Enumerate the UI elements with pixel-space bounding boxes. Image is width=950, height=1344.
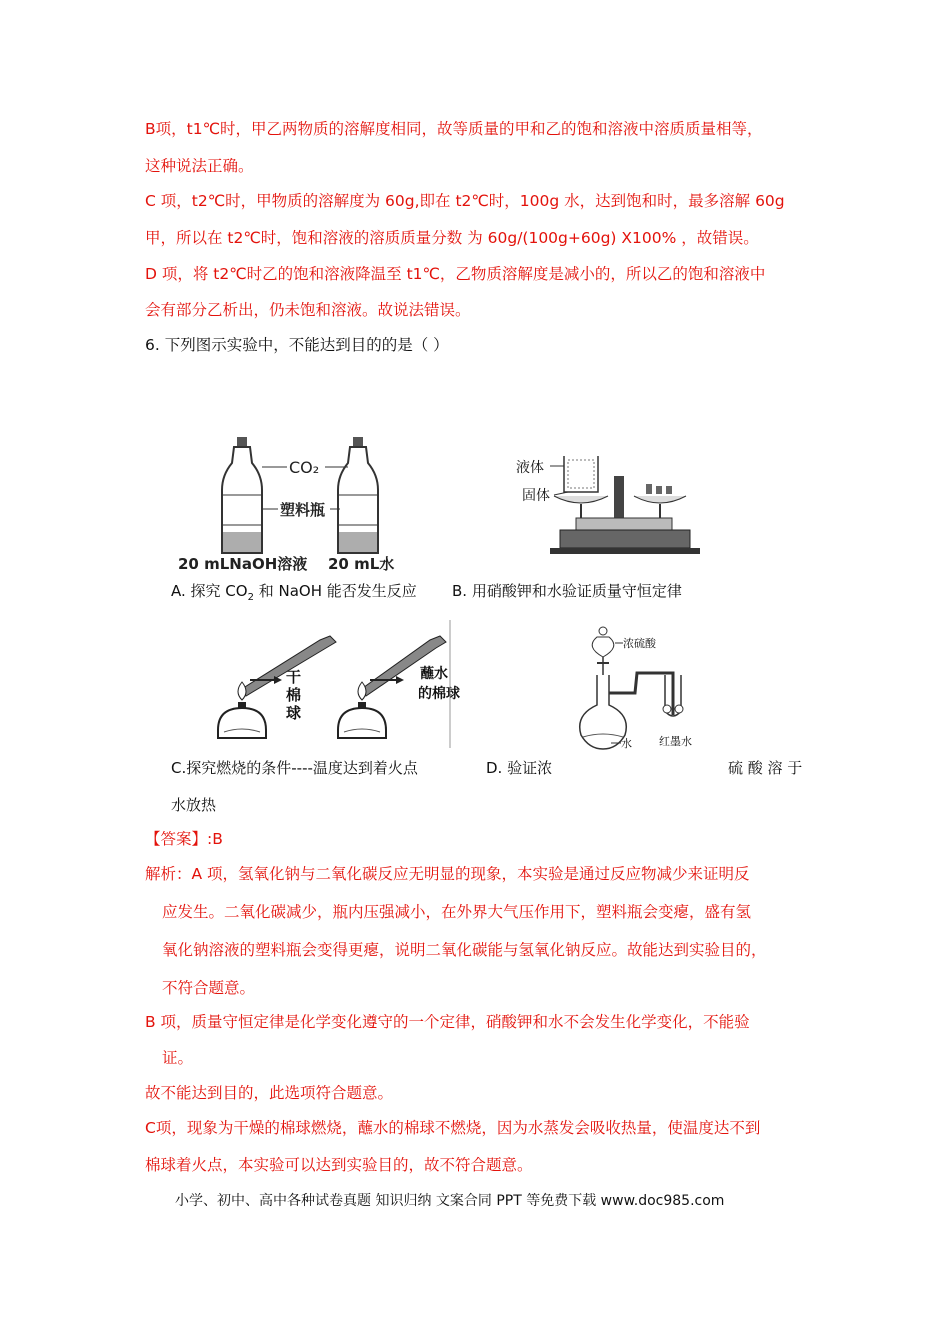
fig-b-liquid-label: 液体 [516,460,544,476]
answer-line [145,829,223,849]
answer-label: 【答案】 [145,830,208,848]
svg-text:干: 干 [286,668,302,686]
fig-a-water-label: 20 mL水 [328,555,395,573]
analysis-b-line2: 证。 [162,1049,194,1067]
explanation-c-line1: C 项，t2℃时，甲物质的溶解度为 60g,即在 t2℃时，100g 水，达到饱和时，最多溶解 60g [145,192,785,210]
option-a: A. 探究 $CO_2$ 和 NaOH 能否发生反应 [171,582,417,603]
fig-a-co2-label: CO₂ [289,458,320,477]
option-c: C.探究燃烧的条件----温度达到着火点 [171,759,418,777]
option-d-right: 硫 酸 溶 于 [728,759,803,777]
svg-text:球: 球 [286,704,302,722]
analysis-a-line2: 应发生。二氧化碳减少，瓶内压强减小，在外界大气压作用下，塑料瓶会变瘪，盛有氢 [162,903,752,921]
figure-c-burning [210,620,470,750]
question-stem: 6. 下列图示实验中，不能达到目的的是（ ） [145,336,449,354]
fig-d-water-label: 水 [621,737,632,750]
explanation-b-line1: B项，t1℃时，甲乙两物质的溶解度相同，故等质量的甲和乙的饱和溶液中溶质质量相等， [145,120,763,138]
option-d-line2: 水放热 [171,796,217,814]
page-footer: 小学、初中、高中各种试卷真题 知识归纳 文案合同 PPT 等免费下载 www.doc985.com [175,1193,725,1209]
analysis-b-line1: B 项，质量守恒定律是化学变化遵守的一个定律，硝酸钾和水不会发生化学变化，不能验 [145,1013,750,1031]
explanation-d-line2: 会有部分乙析出，仍未饱和溶液。故说法错误。 [145,301,471,319]
fig-a-bottle-label: 塑料瓶 [280,501,326,519]
explanation-c-line2: 甲，所以在 t2℃时，饱和溶液的溶质质量分数 为 60g/(100g+60g) X100% ，故错误。 [145,229,759,247]
figure-a-bottles [170,435,430,575]
fig-b-solid-label: 固体 [522,488,550,504]
figure-d-apparatus [575,625,710,755]
fig-d-acid-label: 浓硫酸 [623,637,656,650]
answer-value: :B [207,830,223,848]
fig-c-wet-label-1: 蘸水 [420,666,448,682]
fig-c-wet-label-2: 的棉球 [418,686,460,702]
figure-b-balance [510,448,710,558]
svg-text:棉: 棉 [286,686,302,704]
explanation-d-line1: D 项，将 t2℃时乙的饱和溶液降温至 t1℃，乙物质溶解度是减小的，所以乙的饱和溶液中 [145,265,766,283]
fig-d-ink-label: 红墨水 [659,735,692,748]
analysis-c-line2: 棉球着火点，本实验可以达到实验目的，故不符合题意。 [145,1156,533,1174]
fig-a-naoh-label: 20 mLNaOH溶液 [178,555,308,573]
explanation-b-line2: 这种说法正确。 [145,157,254,175]
option-b: B. 用硝酸钾和水验证质量守恒定律 [452,582,682,600]
analysis-a-line1: 解析：A 项，氢氧化钠与二氧化碳反应无明显的现象，本实验是通过反应物减少来证明反 [145,865,750,883]
option-d-left: D. 验证浓 [486,759,553,777]
analysis-c-line1: C项，现象为干燥的棉球燃烧，蘸水的棉球不燃烧，因为水蒸发会吸收热量，使温度达不到 [145,1119,761,1137]
analysis-b-line3: 故不能达到目的，此选项符合题意。 [145,1084,394,1102]
analysis-a-line3: 氧化钠溶液的塑料瓶会变得更瘪，说明二氧化碳能与氢氧化钠反应。故能达到实验目的， [162,941,767,959]
analysis-a-line4: 不符合题意。 [162,979,256,997]
